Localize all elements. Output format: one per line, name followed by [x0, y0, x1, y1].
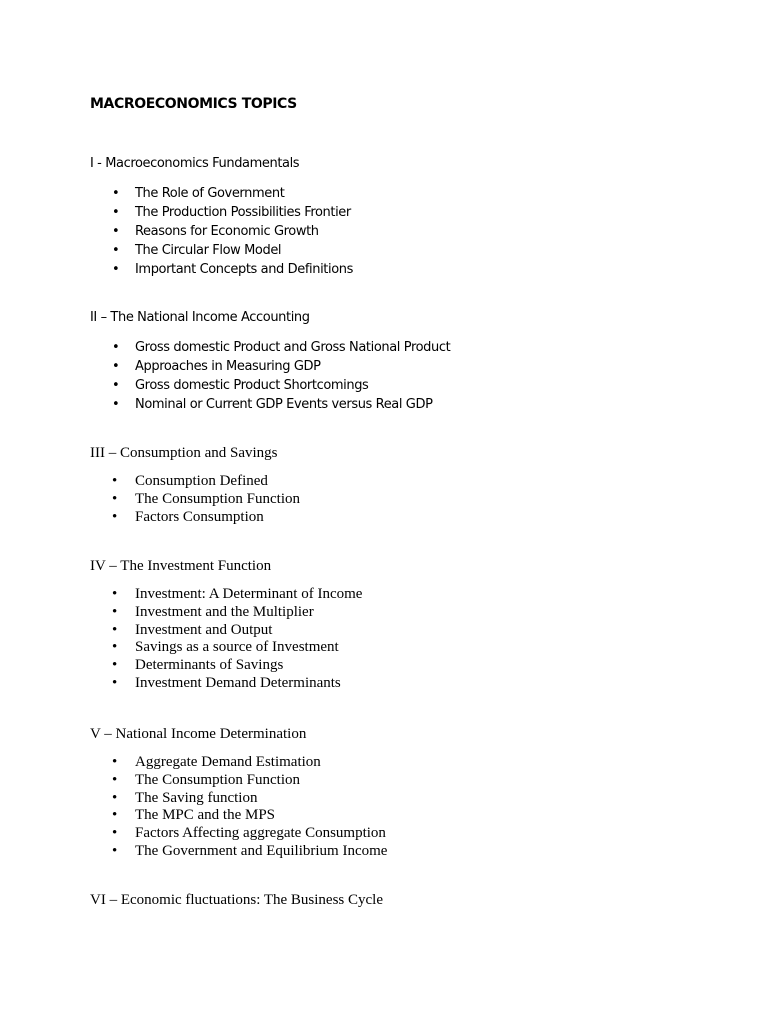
topic-item [90, 491, 300, 509]
bullet-icon: • [112, 657, 118, 674]
topic-label: The MPC and the MPS [135, 807, 276, 824]
topic-list [90, 338, 450, 414]
section-heading: VI – Economic fluctuations: The Business Cycle [90, 892, 384, 908]
topic-label: Investment and Output [135, 621, 273, 638]
topic-item [90, 604, 362, 622]
bullet-icon: • [112, 639, 118, 656]
bullet-icon: • [112, 586, 118, 602]
topic-label: Determinants of Savings [135, 657, 284, 674]
section-consumption-and-savings [90, 443, 300, 526]
bullet-icon: • [112, 340, 120, 355]
topic-label: Approaches in Measuring GDP [135, 359, 321, 374]
topic-item [90, 222, 353, 241]
bullet-icon: • [112, 603, 118, 620]
section-national-income-determination [90, 724, 387, 861]
topic-label: The Saving function [135, 789, 258, 806]
section-economic-fluctuations [90, 890, 383, 910]
topic-item [90, 473, 300, 491]
topic-label: The Circular Flow Model [135, 243, 282, 258]
bullet-icon: • [112, 378, 120, 393]
bullet-icon: • [112, 224, 120, 239]
topic-item [90, 357, 450, 376]
topic-item [90, 657, 362, 675]
topic-item [90, 639, 362, 657]
topic-item [90, 843, 387, 861]
bullet-icon: • [112, 205, 120, 220]
topic-label: Factors Affecting aggregate Consumption [135, 825, 386, 842]
topic-item [90, 184, 353, 203]
topic-label: The Consumption Function [135, 771, 300, 788]
section-heading: V – National Income Determination [90, 726, 307, 742]
bullet-icon: • [112, 473, 118, 489]
topic-label: The Production Possibilities Frontier [135, 205, 351, 220]
bullet-icon: • [112, 807, 118, 824]
topic-item [90, 376, 450, 395]
topic-list [90, 754, 387, 861]
topic-label: Nominal or Current GDP Events versus Real GDP [135, 397, 433, 412]
bullet-icon: • [112, 359, 120, 374]
bullet-icon: • [112, 754, 118, 770]
topic-item [90, 675, 362, 693]
section-heading: III – Consumption and Savings [90, 445, 278, 461]
topic-label: Factors Consumption [135, 508, 264, 525]
section-investment-function [90, 556, 362, 693]
section-heading: II – The National Income Accounting [90, 310, 310, 325]
bullet-icon: • [112, 508, 118, 525]
topic-label: Investment and the Multiplier [135, 603, 314, 620]
bullet-icon: • [112, 262, 120, 277]
section-macroeconomics-fundamentals [90, 154, 353, 279]
topic-item [90, 509, 300, 527]
topic-item [90, 260, 353, 279]
topic-label: The Consumption Function [135, 490, 300, 507]
topic-list [90, 184, 353, 279]
bullet-icon: • [112, 490, 118, 507]
bullet-icon: • [112, 621, 118, 638]
topic-item [90, 807, 387, 825]
document-title: MACROECONOMICS TOPICS [90, 96, 297, 112]
bullet-icon: • [112, 842, 118, 859]
bullet-icon: • [112, 771, 118, 788]
topic-item [90, 825, 387, 843]
topic-label: Investment: A Determinant of Income [135, 586, 363, 602]
bullet-icon: • [112, 789, 118, 806]
section-heading: IV – The Investment Function [90, 558, 272, 574]
topic-label: Savings as a source of Investment [135, 639, 339, 656]
bullet-icon: • [112, 397, 120, 412]
bullet-icon: • [112, 674, 118, 691]
section-national-income-accounting [90, 308, 450, 414]
topic-label: Gross domestic Product Shortcomings [135, 378, 369, 393]
topic-item [90, 754, 387, 772]
topic-label: The Government and Equilibrium Income [135, 842, 388, 859]
bullet-icon: • [112, 243, 120, 258]
topic-label: Reasons for Economic Growth [135, 224, 319, 239]
topic-item [90, 586, 362, 604]
topic-item [90, 790, 387, 808]
topic-label: The Role of Government [135, 186, 285, 201]
topic-list [90, 586, 362, 693]
topic-item [90, 203, 353, 222]
topic-label: Gross domestic Product and Gross National Product [135, 340, 451, 355]
topic-label: Aggregate Demand Estimation [135, 754, 321, 770]
bullet-icon: • [112, 186, 120, 201]
topic-item [90, 241, 353, 260]
topic-label: Investment Demand Determinants [135, 674, 341, 691]
topic-item [90, 622, 362, 640]
section-heading: I - Macroeconomics Fundamentals [90, 156, 300, 171]
bullet-icon: • [112, 825, 118, 842]
topic-label: Important Concepts and Definitions [135, 262, 353, 277]
topic-item [90, 772, 387, 790]
topic-item [90, 395, 450, 414]
topic-list [90, 473, 300, 526]
topic-label: Consumption Defined [135, 473, 268, 489]
topic-item [90, 338, 450, 357]
